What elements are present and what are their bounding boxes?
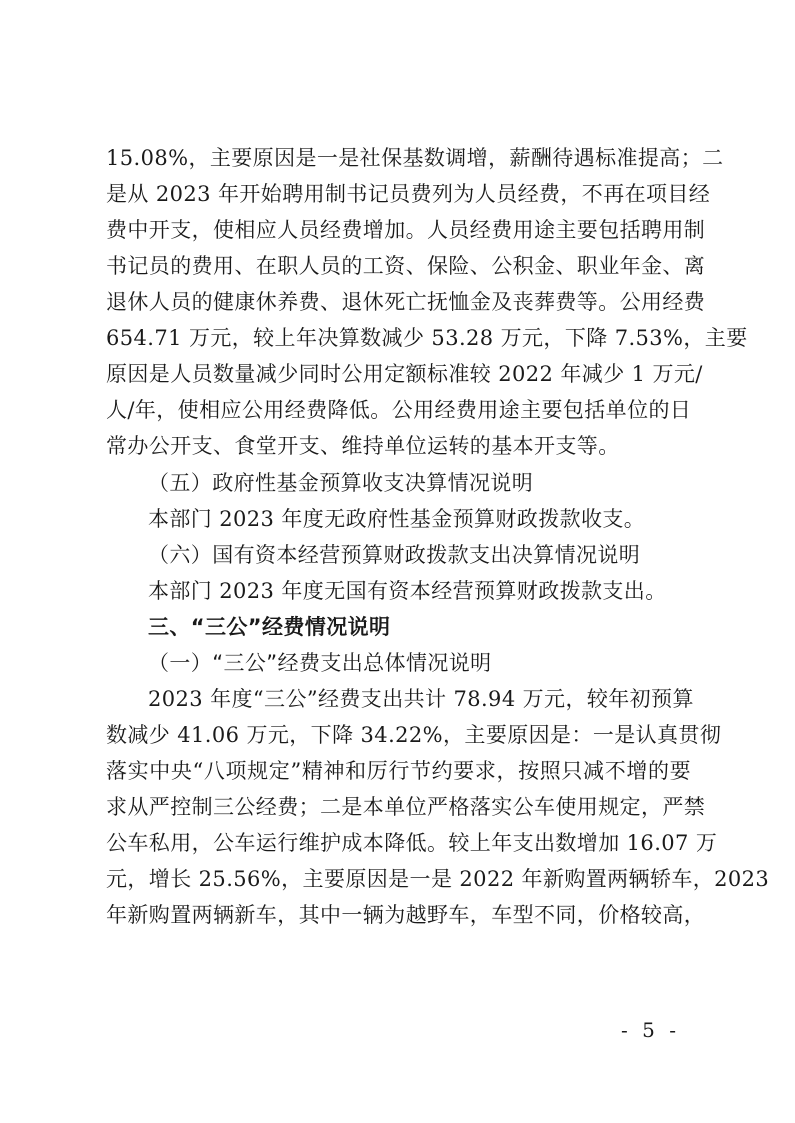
section-subheading: （一）“三公”经费支出总体情况说明 <box>148 651 492 675</box>
section-subheading: （六）国有资本经营预算财政拨款支出决算情况说明 <box>148 543 641 567</box>
paragraph-line: 年新购置两辆新车，其中一辆为越野车，车型不同，价格较高， <box>106 903 706 927</box>
paragraph-line: 是从 2023 年开始聘用制书记员费列为人员经费，不再在项目经 <box>106 182 711 206</box>
paragraph-line: 本部门 2023 年度无国有资本经营预算财政拨款支出。 <box>148 579 667 603</box>
paragraph-line: 本部门 2023 年度无政府性基金预算财政拨款收支。 <box>148 507 646 531</box>
paragraph-line: 数减少 41.06 万元，下降 34.22%，主要原因是：一是认真贯彻 <box>106 723 722 747</box>
paragraph-line: 654.71 万元，较上年决算数减少 53.28 万元，下降 7.53%，主要 <box>106 326 748 350</box>
paragraph-line: 费中开支，使相应人员经费增加。人员经费用途主要包括聘用制 <box>106 218 706 242</box>
section-heading: 三、“三公”经费情况说明 <box>148 615 391 639</box>
paragraph-line: 退休人员的健康休养费、退休死亡抚恤金及丧葬费等。公用经费 <box>106 290 706 314</box>
paragraph-line: 落实中央“八项规定”精神和厉行节约要求，按照只减不增的要 <box>106 759 691 783</box>
section-subheading: （五）政府性基金预算收支决算情况说明 <box>148 471 534 495</box>
paragraph-line: 2023 年度“三公”经费支出共计 78.94 万元，较年初预算 <box>148 687 694 711</box>
paragraph-line: 求从严控制三公经费；二是本单位严格落实公车使用规定，严禁 <box>106 795 706 819</box>
paragraph-line: 15.08%，主要原因是一是社保基数调增，薪酬待遇标准提高；二 <box>106 146 724 170</box>
paragraph-line: 书记员的费用、在职人员的工资、保险、公积金、职业年金、离 <box>106 254 706 278</box>
page-number: - 5 - <box>621 1018 680 1042</box>
page-number-container <box>0 1018 795 1042</box>
paragraph-line: 公车私用，公车运行维护成本降低。较上年支出数增加 16.07 万 <box>106 831 718 855</box>
paragraph-line: 人/年，使相应公用经费降低。公用经费用途主要包括单位的日 <box>106 398 692 422</box>
paragraph-line: 原因是人员数量减少同时公用定额标准较 2022 年减少 1 万元/ <box>106 362 703 386</box>
paragraph-line: 元，增长 25.56%，主要原因是一是 2022 年新购置两辆轿车，2023 <box>106 867 770 891</box>
paragraph-line: 常办公开支、食堂开支、维持单位运转的基本开支等。 <box>106 434 620 458</box>
